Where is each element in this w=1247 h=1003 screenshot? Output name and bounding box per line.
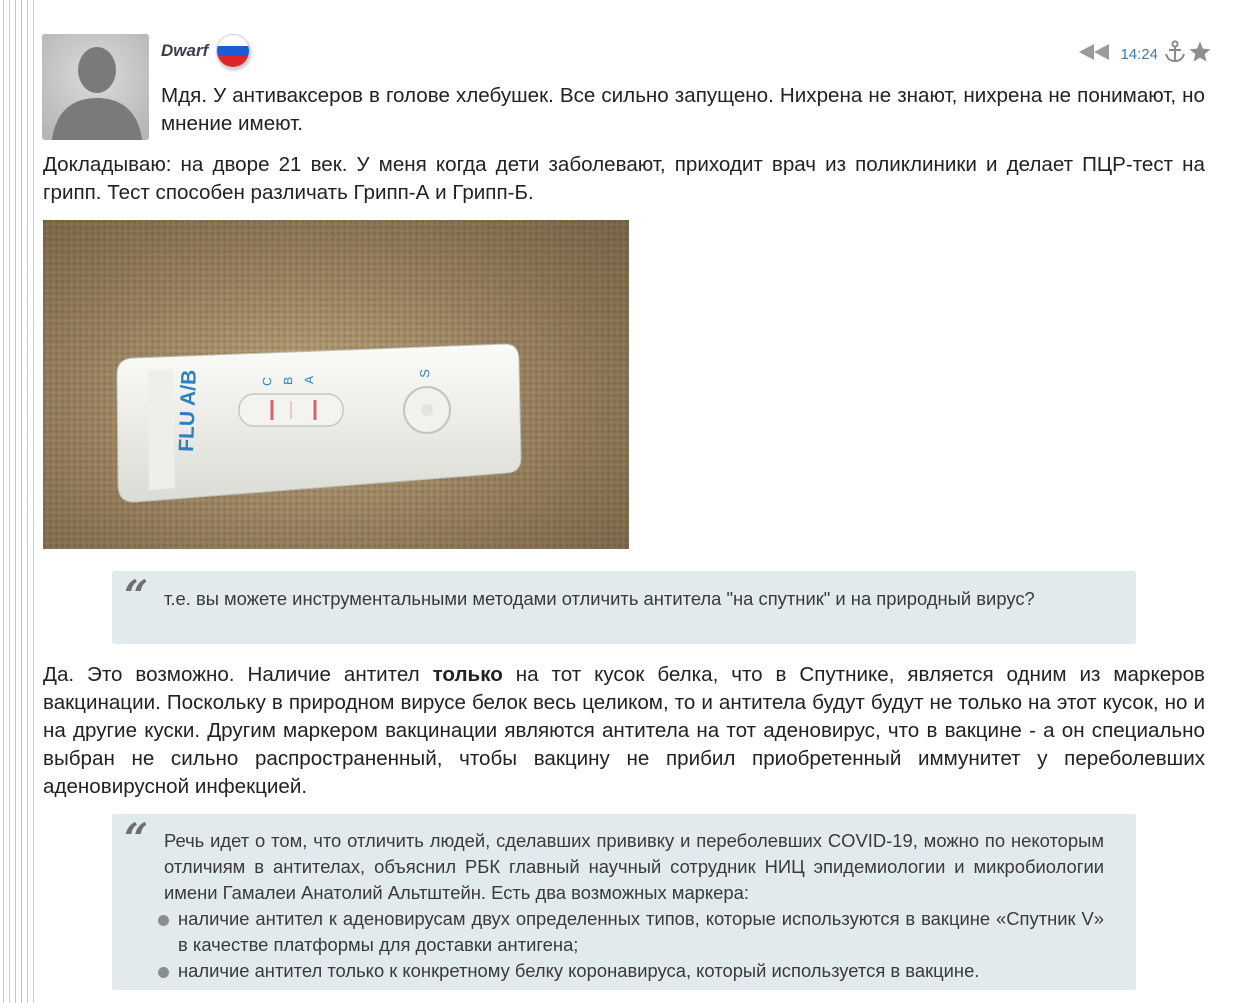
list-item-text: наличие антител к аденовирусам двух определенных типов, которые используются в вакцине «Спутник V» в качестве платформы для доставки антигена; [178,908,1104,955]
country-flag-icon [216,34,250,68]
list-item [158,958,1104,984]
quote-text: т.е. вы можете инструментальными методами отличить антитела "на спутник" и на природный вирус? [164,588,1035,609]
rewind-icon[interactable] [1078,43,1110,66]
bullet-icon [158,915,169,926]
flu-test-photo[interactable] [43,220,629,549]
post-paragraph: Докладываю: на дворе 21 век. У меня когда дети заболевают, приходит врач из поликлиники и делает ПЦР-тест на грипп. Тест способен различать Грипп-А и Грипп-Б. [43,153,1205,204]
post-paragraph: Мдя. У антиваксеров в голове хлебушек. Все сильно запущено. Нихрена не знают, нихрена не понимают, но мнение имеют. [161,84,1205,135]
post-meta [1078,42,1212,66]
test-mark-b: B [281,376,296,386]
post-time[interactable]: 14:24 [1120,45,1158,63]
thread-guide-line [15,0,16,1003]
test-mark-a: A [302,375,317,385]
username[interactable]: Dwarf [161,41,209,60]
post-paragraph [43,661,1205,801]
anchor-icon[interactable] [1164,40,1186,69]
emphasis-text: только [432,663,503,686]
blockquote [112,814,1136,990]
paragraph-text: на тот кусок белка, что в Спутнике, является одним из маркеров вакцинации. Поскольку в природном вирусе белок весь целиком, то и антитела будут будут не только на этот кусок, но и на другие куски. Другим маркером вакцинации являются антитела на тот аденовирус, что в вакцине - а он специально выбран не сильно распространенный, чтобы вакцину не прибил приобретенный иммунитет у переболевших аденовирусной инфекцией. [43,663,1205,798]
thread-guide-line [27,0,28,1003]
thread-guide-line [9,0,10,1003]
default-avatar-silhouette-icon [42,34,149,140]
list-item-text: наличие антител только к конкретному белку коронавируса, который используется в вакцине. [178,960,980,981]
thread-guide-line [3,0,4,1003]
quote-mark-icon: “ [124,814,149,863]
bullet-icon [158,967,169,978]
flu-test-image [43,220,629,549]
quote-text: Речь идет о том, что отличить людей, сделавших прививку и переболевших COVID-19, можно по некоторым отличиям в антителах, объяснил РБК главный научный сотрудник НИЦ эпидемиологии и микробиологии имени Гамалеи Анатолий Альтштейн. Есть два возможных маркера: [164,830,1104,903]
avatar[interactable] [42,34,149,140]
quote-mark-icon: “ [124,571,149,620]
list-item [158,906,1104,958]
blockquote [112,571,1136,644]
forum-post [40,0,1220,1003]
test-mark-c: C [260,376,275,387]
thread-guide-line [21,0,22,1003]
quote-list [164,906,1104,984]
thread-guide-line [33,0,34,1003]
flu-ab-label: FLU A/B [175,369,201,453]
star-icon[interactable] [1188,40,1212,69]
paragraph-text: Да. Это возможно. Наличие антител [43,663,433,686]
sample-mark-s: S [417,368,433,379]
quote-content [164,828,1104,984]
